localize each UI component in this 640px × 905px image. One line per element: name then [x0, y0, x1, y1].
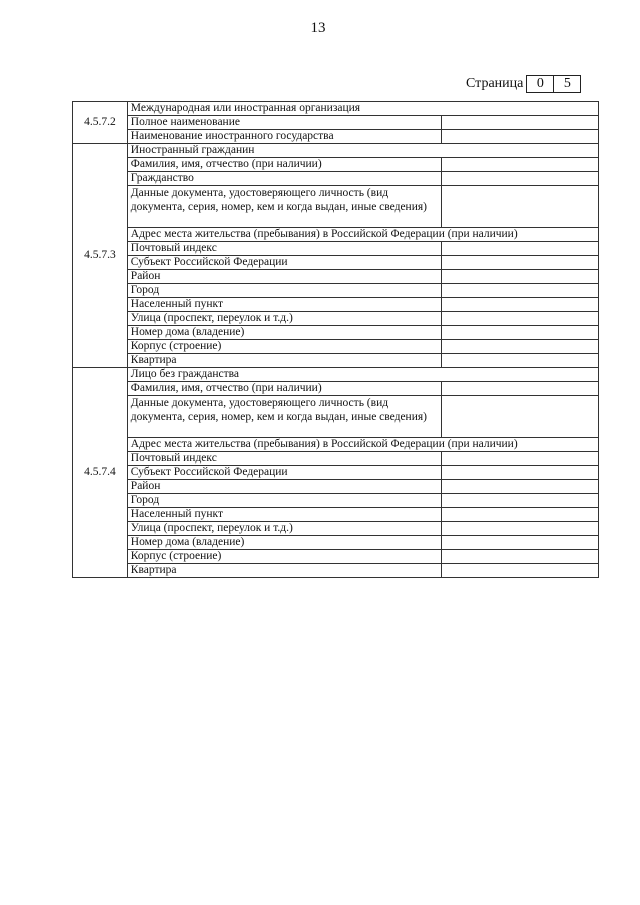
- field-label: Данные документа, удостоверяющего личность (вид документа, серия, номер, кем и когда выдан, иные сведения): [127, 186, 441, 228]
- table-row: [73, 466, 599, 480]
- table-row: [73, 116, 599, 130]
- field-label: Субъект Российской Федерации: [127, 256, 441, 270]
- field-value[interactable]: [441, 536, 598, 550]
- field-label: Фамилия, имя, отчество (при наличии): [127, 158, 441, 172]
- field-value[interactable]: [441, 452, 598, 466]
- field-value[interactable]: [441, 508, 598, 522]
- table-row: [73, 480, 599, 494]
- field-label: Номер дома (владение): [127, 536, 441, 550]
- table-row: [73, 270, 599, 284]
- table-row: [73, 298, 599, 312]
- page-digit: 5: [553, 75, 581, 93]
- section-heading: Иностранный гражданин: [127, 144, 598, 158]
- section-code: 4.5.7.2: [73, 102, 128, 144]
- table-row: [73, 550, 599, 564]
- field-label: Район: [127, 270, 441, 284]
- table-row: [73, 326, 599, 340]
- section-heading: Адрес места жительства (пребывания) в Российской Федерации (при наличии): [127, 438, 598, 452]
- field-value[interactable]: [441, 172, 598, 186]
- table-row: [73, 312, 599, 326]
- section-heading: Международная или иностранная организация: [127, 102, 598, 116]
- table-row: [73, 144, 599, 158]
- field-value[interactable]: [441, 564, 598, 578]
- table-row: [73, 256, 599, 270]
- table-row: [73, 494, 599, 508]
- page-indicator: [466, 75, 581, 93]
- table-row: [73, 228, 599, 242]
- field-value[interactable]: [441, 326, 598, 340]
- field-label: Квартира: [127, 354, 441, 368]
- table-row: [73, 564, 599, 578]
- field-value[interactable]: [441, 396, 598, 438]
- field-label: Номер дома (владение): [127, 326, 441, 340]
- table-row: [73, 186, 599, 228]
- field-value[interactable]: [441, 382, 598, 396]
- table-row: [73, 130, 599, 144]
- field-label: Город: [127, 494, 441, 508]
- table-row: [73, 242, 599, 256]
- field-value[interactable]: [441, 550, 598, 564]
- table-row: [73, 396, 599, 438]
- field-label: Улица (проспект, переулок и т.д.): [127, 522, 441, 536]
- field-value[interactable]: [441, 186, 598, 228]
- field-label: Район: [127, 480, 441, 494]
- field-value[interactable]: [441, 522, 598, 536]
- table-row: [73, 382, 599, 396]
- field-label: Наименование иностранного государства: [127, 130, 441, 144]
- field-value[interactable]: [441, 354, 598, 368]
- field-label: Корпус (строение): [127, 340, 441, 354]
- field-label: Фамилия, имя, отчество (при наличии): [127, 382, 441, 396]
- page-digit: 0: [526, 75, 554, 93]
- section-code: 4.5.7.4: [73, 368, 128, 578]
- field-value[interactable]: [441, 256, 598, 270]
- field-label: Субъект Российской Федерации: [127, 466, 441, 480]
- field-value[interactable]: [441, 270, 598, 284]
- section-heading: Адрес места жительства (пребывания) в Российской Федерации (при наличии): [127, 228, 598, 242]
- section-code: 4.5.7.3: [73, 144, 128, 368]
- field-label: Квартира: [127, 564, 441, 578]
- field-value[interactable]: [441, 284, 598, 298]
- field-label: Почтовый индекс: [127, 452, 441, 466]
- field-value[interactable]: [441, 242, 598, 256]
- table-row: [73, 452, 599, 466]
- field-value[interactable]: [441, 480, 598, 494]
- field-label: Данные документа, удостоверяющего личность (вид документа, серия, номер, кем и когда выдан, иные сведения): [127, 396, 441, 438]
- page-label: Страница: [466, 76, 524, 91]
- table-row: [73, 536, 599, 550]
- table-row: [73, 284, 599, 298]
- page-number: 13: [310, 20, 326, 36]
- table-row: [73, 354, 599, 368]
- field-value[interactable]: [441, 340, 598, 354]
- field-value[interactable]: [441, 158, 598, 172]
- field-value[interactable]: [441, 130, 598, 144]
- section-heading: Лицо без гражданства: [127, 368, 598, 382]
- table-row: [73, 522, 599, 536]
- table-row: [73, 158, 599, 172]
- table-row: [73, 368, 599, 382]
- table-row: [73, 172, 599, 186]
- field-label: Полное наименование: [127, 116, 441, 130]
- field-label: Город: [127, 284, 441, 298]
- field-label: Улица (проспект, переулок и т.д.): [127, 312, 441, 326]
- table-row: [73, 508, 599, 522]
- field-label: Населенный пункт: [127, 298, 441, 312]
- table-row: [73, 438, 599, 452]
- field-label: Населенный пункт: [127, 508, 441, 522]
- field-label: Почтовый индекс: [127, 242, 441, 256]
- field-label: Корпус (строение): [127, 550, 441, 564]
- form-table: [72, 101, 599, 578]
- field-label: Гражданство: [127, 172, 441, 186]
- field-value[interactable]: [441, 466, 598, 480]
- table-row: [73, 102, 599, 116]
- table-row: [73, 340, 599, 354]
- field-value[interactable]: [441, 116, 598, 130]
- field-value[interactable]: [441, 312, 598, 326]
- field-value[interactable]: [441, 494, 598, 508]
- field-value[interactable]: [441, 298, 598, 312]
